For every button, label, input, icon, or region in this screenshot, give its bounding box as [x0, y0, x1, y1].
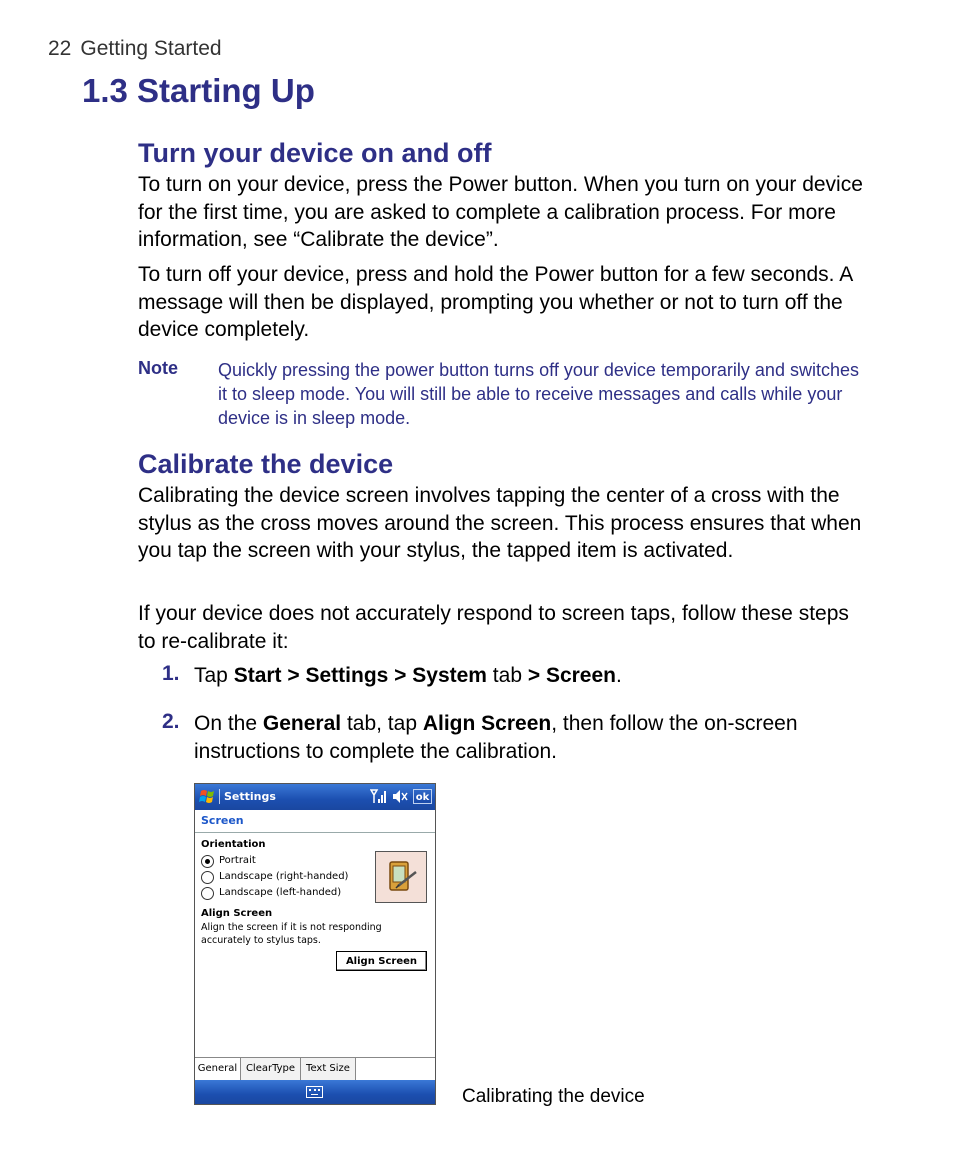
speaker-icon[interactable]: [391, 788, 409, 805]
step-text-1: Tap Start > Settings > System tab > Screen.: [194, 664, 622, 687]
soft-key-bar: [195, 1080, 435, 1104]
window-title: Settings: [224, 790, 276, 803]
power-paragraph-1: To turn on your device, press the Power button. When you turn on your device for the first time, you are asked to complete a calibration process. For more information, see “Calibrate the device”.: [138, 173, 863, 251]
portrait-label: Portrait: [219, 855, 256, 866]
landscape-left-radio[interactable]: [201, 887, 214, 900]
landscape-right-label: Landscape (right-handed): [219, 871, 349, 882]
align-description-line-1: Align the screen if it is not responding: [201, 922, 382, 933]
power-paragraph-2: To turn off your device, press and hold the Power button for a few seconds. A message will then be displayed, prompting you whether or not to turn off the device completely.: [138, 263, 853, 341]
chapter-title: 1.3 Starting Up: [82, 72, 315, 109]
note-text: Quickly pressing the power button turns off your device temporarily and switches it to sleep mode. You will still be able to receive messages and calls while your device is in sleep mode.: [218, 360, 859, 428]
note-label: Note: [138, 358, 178, 378]
keyboard-icon[interactable]: [306, 1086, 323, 1098]
running-header: [48, 37, 222, 61]
calibrate-paragraph-2: If your device does not accurately respond to screen taps, follow these steps to re-calibrate it:: [138, 602, 849, 653]
orientation-label: Orientation: [201, 839, 266, 850]
tab-strip: [195, 1057, 435, 1081]
align-screen-heading: Align Screen: [201, 908, 273, 919]
align-description-line-2: accurately to stylus taps.: [201, 935, 321, 946]
page-number: 22: [48, 37, 72, 60]
signal-icon[interactable]: [370, 788, 386, 805]
align-screen-button[interactable]: Align Screen: [336, 951, 427, 971]
windows-flag-icon[interactable]: [199, 788, 216, 805]
section-heading-calibrate: Calibrate the device: [138, 449, 394, 479]
tab-cleartype[interactable]: ClearType: [241, 1058, 301, 1081]
step-number-2: 2.: [162, 710, 180, 733]
device-orientation-icon: [375, 851, 427, 903]
step-text-2: On the General tab, tap Align Screen, then follow the on-screen instructions to complete the calibration.: [194, 712, 798, 763]
step-number-1: 1.: [162, 662, 180, 685]
landscape-left-label: Landscape (left-handed): [219, 887, 342, 898]
ok-button[interactable]: ok: [413, 789, 432, 804]
device-screenshot: [194, 783, 436, 1105]
landscape-right-radio[interactable]: [201, 871, 214, 884]
running-header-section: Getting Started: [80, 37, 222, 60]
figure-caption: Calibrating the device: [462, 1086, 645, 1107]
title-bar: [195, 784, 435, 810]
screen-subheading: Screen: [195, 810, 435, 833]
tab-general[interactable]: General: [195, 1058, 241, 1080]
calibrate-paragraph-1: Calibrating the device screen involves tapping the center of a cross with the stylus as the cross moves around the screen. This process ensures that when you tap the screen with your stylus, the tapped item is activated.: [138, 484, 862, 562]
tab-text-size[interactable]: Text Size: [301, 1058, 356, 1081]
portrait-radio[interactable]: [201, 855, 214, 868]
section-heading-power: Turn your device on and off: [138, 138, 492, 168]
